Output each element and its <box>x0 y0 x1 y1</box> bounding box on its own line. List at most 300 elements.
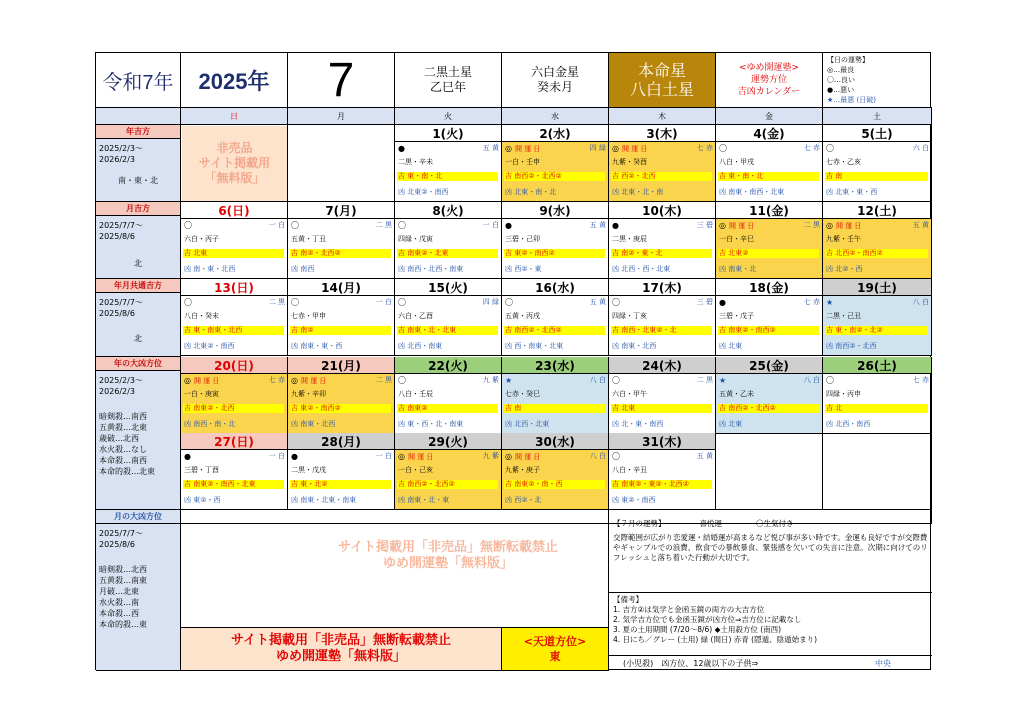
kyotsu-kichi-line: 2025/8/6 <box>99 309 135 318</box>
day-cell-24[interactable] <box>609 374 716 434</box>
lucky-directions: 吉 南東② <box>397 404 498 413</box>
nen-daikyo-item: 暗剣殺…南西 <box>99 412 147 421</box>
unlucky-directions: 凶 東②・西 <box>184 496 221 504</box>
day-header-4: 4(金) <box>716 125 823 142</box>
empty-cell <box>823 433 932 510</box>
fortune-head-item: 【７月の運勢】 <box>613 519 666 528</box>
day-cell-21[interactable] <box>288 374 395 434</box>
fortune-head <box>613 519 928 529</box>
month-number: 7 <box>288 53 395 108</box>
kyotsu-kichi-line: 北 <box>134 334 142 343</box>
fortune-symbol: 〇 <box>826 144 834 153</box>
fortune-symbol: 〇 <box>184 298 192 307</box>
day-mark <box>826 144 837 154</box>
day-line-1 <box>612 144 713 154</box>
fortune-symbol: 〇 <box>398 298 406 307</box>
unlucky-directions: 凶 東・西・北・南東 <box>398 420 464 428</box>
day-line-1 <box>612 221 713 231</box>
tsuki-daikyo-item: 月破…北東 <box>99 587 139 596</box>
day-cell-19[interactable] <box>823 296 932 356</box>
nen-kichi-box <box>96 139 181 202</box>
fortune-symbol: ● <box>398 144 405 153</box>
lucky-directions: 吉 南② <box>290 326 391 335</box>
nine-star: 九 紫 <box>482 452 499 460</box>
day-line-1 <box>505 221 606 231</box>
day-mark <box>184 298 195 308</box>
day-kanshi: 四緑・戊寅 <box>398 235 433 243</box>
day-line-1 <box>612 452 713 462</box>
day-cell-16[interactable] <box>502 296 609 356</box>
lucky-directions: 吉 南西②・北西② <box>504 172 605 181</box>
getsu-kichi-box <box>96 216 181 279</box>
day-header-5: 5(土) <box>823 125 932 142</box>
nine-star: 一 白 <box>375 298 392 306</box>
day-mark <box>719 298 729 308</box>
nine-star: 一 白 <box>375 452 392 460</box>
nine-star: 七 赤 <box>696 144 713 152</box>
nine-star: 五 黄 <box>589 298 606 306</box>
unlucky-directions: 凶 北②・西 <box>826 265 863 273</box>
unlucky-directions: 凶 北東 <box>719 420 743 428</box>
lucky-directions: 吉 南 <box>825 172 928 181</box>
nine-star: 三 碧 <box>696 221 713 229</box>
ume-1: <ゆめ開運塾> <box>738 63 800 73</box>
kyotsu-kichi-label: 年月共通吉方 <box>96 279 181 293</box>
fortune-symbol: 〇 <box>184 221 192 230</box>
day-mark <box>291 376 326 386</box>
day-line-1 <box>184 298 285 308</box>
nine-star: 四 緑 <box>589 144 606 152</box>
day-mark <box>505 221 515 231</box>
spacer <box>99 550 177 564</box>
unlucky-directions: 凶 南・東・北西 <box>184 265 236 273</box>
honmei-star <box>609 53 716 108</box>
notes-item: 3. 夏の土用期間 (7/20～8/6) ◆土用殺方位 (南西) <box>613 625 782 634</box>
tsuki-daikyo-item: 水火殺…南 <box>99 598 139 607</box>
lucky-directions: 吉 南西②・北西② <box>397 480 498 489</box>
fortune-symbol: 〇 <box>398 376 406 385</box>
day-header-28: 28(月) <box>288 433 395 450</box>
year-star-2: 乙巳年 <box>429 80 466 94</box>
day-cell-3[interactable] <box>609 142 716 202</box>
day-mark <box>291 452 301 462</box>
weekday-0: 日 <box>181 108 288 125</box>
day-kanshi: 三碧・丁酉 <box>184 466 219 474</box>
day-cell-17[interactable] <box>609 296 716 356</box>
tendo-line: <天道方位> <box>523 635 587 648</box>
kaiun-tag: 開 運 日 <box>300 377 327 385</box>
day-kanshi: 六白・乙酉 <box>398 312 433 320</box>
day-cell-25[interactable] <box>716 374 823 434</box>
day-mark <box>505 376 515 386</box>
lucky-directions: 吉 南東②・北西 <box>183 404 284 413</box>
nine-star: 五 黄 <box>589 221 606 229</box>
unlucky-directions: 凶 南西・南・北 <box>184 420 236 428</box>
unlucky-directions: 凶 北東・東・西 <box>826 188 878 196</box>
day-kanshi: 一白・壬申 <box>505 158 540 166</box>
day-kanshi: 六白・丙子 <box>184 235 219 243</box>
day-cell-28[interactable] <box>288 450 395 510</box>
day-cell-13[interactable] <box>181 296 288 356</box>
day-cell-8[interactable] <box>395 219 502 279</box>
nen-daikyo-item: 本命的殺…北東 <box>99 467 155 476</box>
nine-star: 二 黒 <box>803 221 820 229</box>
lucky-directions: 吉 東・南東・北西 <box>183 326 284 335</box>
day-mark <box>184 452 194 462</box>
day-mark <box>505 298 516 308</box>
weekday-5: 金 <box>716 108 823 125</box>
unlucky-directions: 凶 南西・北西・南東 <box>398 265 464 273</box>
fortune-symbol: 〇 <box>505 298 513 307</box>
day-mark <box>291 221 302 231</box>
day-cell-10[interactable] <box>609 219 716 279</box>
day-header-2: 2(水) <box>502 125 609 142</box>
watermark-bottom-line: サイト掲載用「非売品」無断転載禁止 <box>230 633 452 648</box>
tendo-box <box>502 627 609 671</box>
day-line-1 <box>291 298 392 308</box>
day-kanshi: 二黒・庚辰 <box>612 235 647 243</box>
watermark-top <box>182 126 287 201</box>
nine-star: 八 白 <box>803 376 820 384</box>
day-mark <box>398 221 409 231</box>
nine-star: 五 黄 <box>696 452 713 460</box>
day-mark <box>612 144 647 154</box>
lucky-directions: 吉 東②・南西② <box>504 249 605 258</box>
lucky-directions: 吉 南②・北西② <box>290 249 391 258</box>
day-cell-31[interactable] <box>609 450 716 510</box>
fortune-symbol: 〇 <box>612 452 620 461</box>
day-mark <box>184 221 195 231</box>
kaiun-tag: 開 運 日 <box>407 453 434 461</box>
nen-daikyo-item: 五黄殺…北東 <box>99 423 147 432</box>
day-kanshi: 三碧・己卯 <box>505 235 540 243</box>
day-kanshi: 五黄・丁丑 <box>291 235 326 243</box>
day-kanshi: 四緑・丁亥 <box>612 312 647 320</box>
watermark-middle-line: サイト掲載用「非売品」無断転載禁止 <box>337 540 559 555</box>
day-mark <box>719 376 729 386</box>
day-line-1 <box>291 452 392 462</box>
nine-star: 七 赤 <box>803 144 820 152</box>
day-cell-11[interactable] <box>716 219 823 279</box>
day-kanshi: 三碧・戊子 <box>719 312 754 320</box>
nine-star: 一 白 <box>268 221 285 229</box>
weekday-corner <box>96 108 181 125</box>
lucky-directions: 吉 東・北② <box>290 480 391 489</box>
day-header-23: 23(水) <box>502 357 609 374</box>
nen-daikyo-item: 本命殺…南西 <box>99 456 147 465</box>
day-mark <box>398 144 408 154</box>
day-line-1 <box>505 298 606 308</box>
day-line-1 <box>612 376 713 386</box>
nine-star: 八 白 <box>589 452 606 460</box>
legend-worst: ★…最悪 (日破) <box>827 96 876 104</box>
legend <box>823 53 932 108</box>
day-kanshi: 二黒・己丑 <box>826 312 861 320</box>
day-line-1 <box>291 376 392 386</box>
unlucky-directions: 凶 南東・北西 <box>612 342 657 350</box>
fortune-symbol: ★ <box>719 376 727 385</box>
nen-kichi-line: 2025/2/3～ <box>99 144 143 153</box>
unlucky-directions: 凶 北西・西・北東 <box>612 265 671 273</box>
day-kanshi: 八白・壬辰 <box>398 390 433 398</box>
day-line-1 <box>719 144 820 154</box>
tsuki-daikyo-range: 2025/8/6 <box>99 540 135 549</box>
weekday-2: 火 <box>395 108 502 125</box>
fortune-symbol: ◎ <box>398 452 405 461</box>
day-header-15: 15(火) <box>395 279 502 296</box>
lucky-directions: 吉 南東・北・北東 <box>397 326 498 335</box>
kyotsu-kichi-box <box>96 293 181 357</box>
fortune-symbol: ● <box>291 452 298 461</box>
day-line-1 <box>398 221 499 231</box>
day-kanshi: 八白・辛丑 <box>612 466 647 474</box>
tsuki-daikyo-item: 五黄殺…南東 <box>99 576 147 585</box>
unlucky-directions: 凶 南東・北西 <box>291 420 336 428</box>
day-line-1 <box>505 452 606 462</box>
lucky-directions: 吉 南西・北東②・北 <box>611 326 712 335</box>
day-kanshi: 七赤・甲申 <box>291 312 326 320</box>
fortune-symbol: 〇 <box>612 298 620 307</box>
nen-daikyo-item: 歳破…北西 <box>99 434 139 443</box>
unlucky-directions: 凶 北東・南・北 <box>505 188 557 196</box>
tsuki-daikyo-item: 本命殺…西 <box>99 609 139 618</box>
honmei-2: 八白土星 <box>629 80 694 99</box>
day-cell-18[interactable] <box>716 296 823 356</box>
day-kanshi: 五黄・乙未 <box>719 390 754 398</box>
lucky-directions: 吉 南西②・北西② <box>504 326 605 335</box>
shoji-dir: 中央 <box>875 659 891 668</box>
nine-star: 四 緑 <box>482 298 499 306</box>
fortune-symbol: ◎ <box>826 221 833 230</box>
day-kanshi: 八白・癸未 <box>184 312 219 320</box>
legend-good: 〇…良い <box>827 76 855 84</box>
day-kanshi: 七赤・癸巳 <box>505 390 540 398</box>
nen-daikyo-range: 2026/2/3 <box>99 387 135 396</box>
notes-box <box>609 593 932 656</box>
day-header-10: 10(木) <box>609 202 716 219</box>
unlucky-directions: 凶 南西 <box>291 265 315 273</box>
day-cell-2[interactable] <box>502 142 609 202</box>
day-header-22: 22(火) <box>395 357 502 374</box>
day-header-8: 8(火) <box>395 202 502 219</box>
day-cell-1[interactable] <box>395 142 502 202</box>
day-cell-5[interactable] <box>823 142 932 202</box>
day-cell-6[interactable] <box>181 219 288 279</box>
nine-star: 二 黒 <box>375 221 392 229</box>
day-mark <box>505 144 540 154</box>
nine-star: 三 碧 <box>696 298 713 306</box>
day-cell-9[interactable] <box>502 219 609 279</box>
weekday-4: 木 <box>609 108 716 125</box>
fortune-symbol: 〇 <box>612 376 620 385</box>
nen-daikyo-label: 年の大凶方位 <box>96 357 181 371</box>
nine-star: 九 紫 <box>482 376 499 384</box>
day-kanshi: 七赤・乙亥 <box>826 158 861 166</box>
day-cell-7[interactable] <box>288 219 395 279</box>
day-kanshi: 四緑・丙申 <box>826 390 861 398</box>
day-cell-30[interactable] <box>502 450 609 510</box>
nine-star: 七 赤 <box>803 298 820 306</box>
day-mark <box>398 376 409 386</box>
day-cell-4[interactable] <box>716 142 823 202</box>
unlucky-directions: 凶 北東 <box>719 342 743 350</box>
lucky-directions: 吉 東②・南西② <box>290 404 391 413</box>
fortune-symbol: ★ <box>826 298 834 307</box>
day-kanshi: 五黄・丙戌 <box>505 312 540 320</box>
lucky-directions: 吉 南②・東・北 <box>611 249 712 258</box>
day-header-7: 7(月) <box>288 202 395 219</box>
day-kanshi: 九紫・癸酉 <box>612 158 647 166</box>
nen-daikyo-item: 水火殺…なし <box>99 445 147 454</box>
day-header-27: 27(日) <box>181 433 288 450</box>
day-header-19: 19(土) <box>823 279 932 296</box>
kaiun-tag: 開 運 日 <box>193 377 220 385</box>
day-kanshi: 九紫・壬午 <box>826 235 861 243</box>
year-star-1: 二黒土星 <box>423 65 472 79</box>
nine-star: 二 黒 <box>268 298 285 306</box>
honmei-1: 本命星 <box>637 61 686 80</box>
lucky-directions: 吉 南西②・北西② <box>718 404 819 413</box>
day-kanshi: 二黒・辛未 <box>398 158 433 166</box>
nen-kichi-line: 南・東・北 <box>118 176 158 185</box>
calendar-sheet <box>95 52 931 670</box>
day-line-1 <box>184 376 285 386</box>
unlucky-directions: 凶 西②・東 <box>505 265 542 273</box>
day-kanshi: 一白・庚寅 <box>184 390 219 398</box>
unlucky-directions: 凶 北・東・南西 <box>612 420 664 428</box>
lucky-directions: 吉 南 <box>504 404 605 413</box>
lucky-directions: 吉 北西②・南西② <box>825 249 928 258</box>
day-header-31: 31(木) <box>609 433 716 450</box>
day-cell-14[interactable] <box>288 296 395 356</box>
nine-star: 一 白 <box>268 452 285 460</box>
day-mark <box>612 221 622 231</box>
day-kanshi: 六白・甲午 <box>612 390 647 398</box>
tendo-line: 東 <box>549 650 561 663</box>
fortune-symbol: 〇 <box>826 376 834 385</box>
fortune-symbol: ◎ <box>505 144 512 153</box>
nen-kichi-line: 2026/2/3 <box>99 155 135 164</box>
fortune-head-item: 〇生気付き <box>756 519 794 528</box>
notes-item: 1. 吉方②は気学と金函玉鏡の両方の大吉方位 <box>613 605 765 614</box>
day-header-1: 1(火) <box>395 125 502 142</box>
day-cell-27[interactable] <box>181 450 288 510</box>
fortune-symbol: 〇 <box>291 298 299 307</box>
lucky-directions: 吉 南東②・南・西 <box>504 480 605 489</box>
day-cell-20[interactable] <box>181 374 288 434</box>
fortune-symbol: 〇 <box>291 221 299 230</box>
day-header-18: 18(金) <box>716 279 823 296</box>
day-mark <box>826 298 836 308</box>
weekday-1: 月 <box>288 108 395 125</box>
watermark-line: 非売品 <box>216 141 253 155</box>
day-mark <box>505 452 540 462</box>
nen-kichi-label: 年吉方 <box>96 125 181 139</box>
weekday-3: 水 <box>502 108 609 125</box>
watermark-line: サイト掲載用 <box>198 156 271 170</box>
day-line-1 <box>826 298 929 308</box>
day-line-1 <box>826 221 929 231</box>
unlucky-directions: 凶 西②・北 <box>505 496 542 504</box>
watermark-middle-line: ゆめ開運塾「無料版」 <box>382 556 513 571</box>
year-star <box>395 53 502 108</box>
unlucky-directions: 凶 北西・北東 <box>505 420 550 428</box>
day-line-1 <box>398 452 499 462</box>
day-header-25: 25(金) <box>716 357 823 374</box>
notes-item: 2. 気学吉方位でも金函玉鏡が凶方位⇒吉方位に記載なし <box>613 615 802 624</box>
lucky-directions: 吉 南東②・東②・北西② <box>611 480 712 489</box>
nine-star: 八 白 <box>589 376 606 384</box>
day-mark <box>612 452 623 462</box>
day-line-1 <box>612 298 713 308</box>
legend-bad: ●…悪い <box>827 86 855 94</box>
day-cell-15[interactable] <box>395 296 502 356</box>
unlucky-directions: 凶 北東②・南西 <box>184 342 235 350</box>
day-header-9: 9(水) <box>502 202 609 219</box>
day-line-1 <box>719 298 820 308</box>
fortune-symbol: 〇 <box>398 221 406 230</box>
fortune-symbol: ● <box>505 221 512 230</box>
legend-best: ◎…最良 <box>827 66 855 74</box>
nine-star: 五 黄 <box>482 144 499 152</box>
day-mark <box>612 376 623 386</box>
getsu-kichi-line: 2025/8/6 <box>99 232 135 241</box>
unlucky-directions: 凶 東②・南西 <box>612 496 656 504</box>
unlucky-directions: 凶 西・南東・北東 <box>505 342 564 350</box>
nine-star: 五 黄 <box>912 221 929 229</box>
day-mark <box>719 221 754 231</box>
day-mark <box>184 376 219 386</box>
year: 2025年 <box>181 53 288 108</box>
kaiun-tag: 開 運 日 <box>514 453 541 461</box>
day-cell-29[interactable] <box>395 450 502 510</box>
fortune-symbol: ● <box>184 452 191 461</box>
kaiun-tag: 開 運 日 <box>514 145 541 153</box>
fortune-symbol: ◎ <box>291 376 298 385</box>
tsuki-daikyo-range: 2025/7/7～ <box>99 529 143 538</box>
watermark-middle <box>288 531 608 581</box>
day-cell-22[interactable] <box>395 374 502 434</box>
fortune-symbol: ◎ <box>719 221 726 230</box>
day-cell-12[interactable] <box>823 219 932 279</box>
day-line-1 <box>291 221 392 231</box>
lucky-directions: 吉 北東② <box>718 249 819 258</box>
nine-star: 二 黒 <box>375 376 392 384</box>
day-cell-26[interactable] <box>823 374 932 434</box>
watermark-line: 「無料版」 <box>204 171 265 185</box>
lucky-directions: 吉 東・南・北 <box>397 172 498 181</box>
day-mark <box>826 376 837 386</box>
day-header-29: 29(火) <box>395 433 502 450</box>
tsuki-daikyo-item: 暗剣殺…北西 <box>99 565 147 574</box>
unlucky-directions: 凶 南東・北東・南東 <box>291 496 357 504</box>
day-header-16: 16(水) <box>502 279 609 296</box>
day-mark <box>612 298 623 308</box>
nine-star: 八 白 <box>912 298 929 306</box>
fortune-text: 交際範囲が広がり恋愛運・結婚運が高まるなど悦び事が多い時です。金運も良好ですが交際費やギャンブルでの浪費、飲食での暴飲暴食、緊張感を欠いての失言に注意。次期に向けてのリフレッシュと落ち着いた行動が大切です。 <box>613 533 928 562</box>
fortune-symbol: ● <box>719 298 726 307</box>
day-header-6: 6(日) <box>181 202 288 219</box>
unlucky-directions: 凶 北西・南西 <box>826 420 871 428</box>
fortune-symbol: ◎ <box>184 376 191 385</box>
day-mark <box>398 298 409 308</box>
kyotsu-kichi-line: 2025/7/7～ <box>99 298 143 307</box>
day-cell-23[interactable] <box>502 374 609 434</box>
fortune-symbol: ◎ <box>612 144 619 153</box>
day-line-1 <box>184 452 285 462</box>
day-kanshi: 一白・己亥 <box>398 466 433 474</box>
shoji-text: (小児殺) 凶方位、12歳以下の子供⇒ <box>623 659 759 668</box>
